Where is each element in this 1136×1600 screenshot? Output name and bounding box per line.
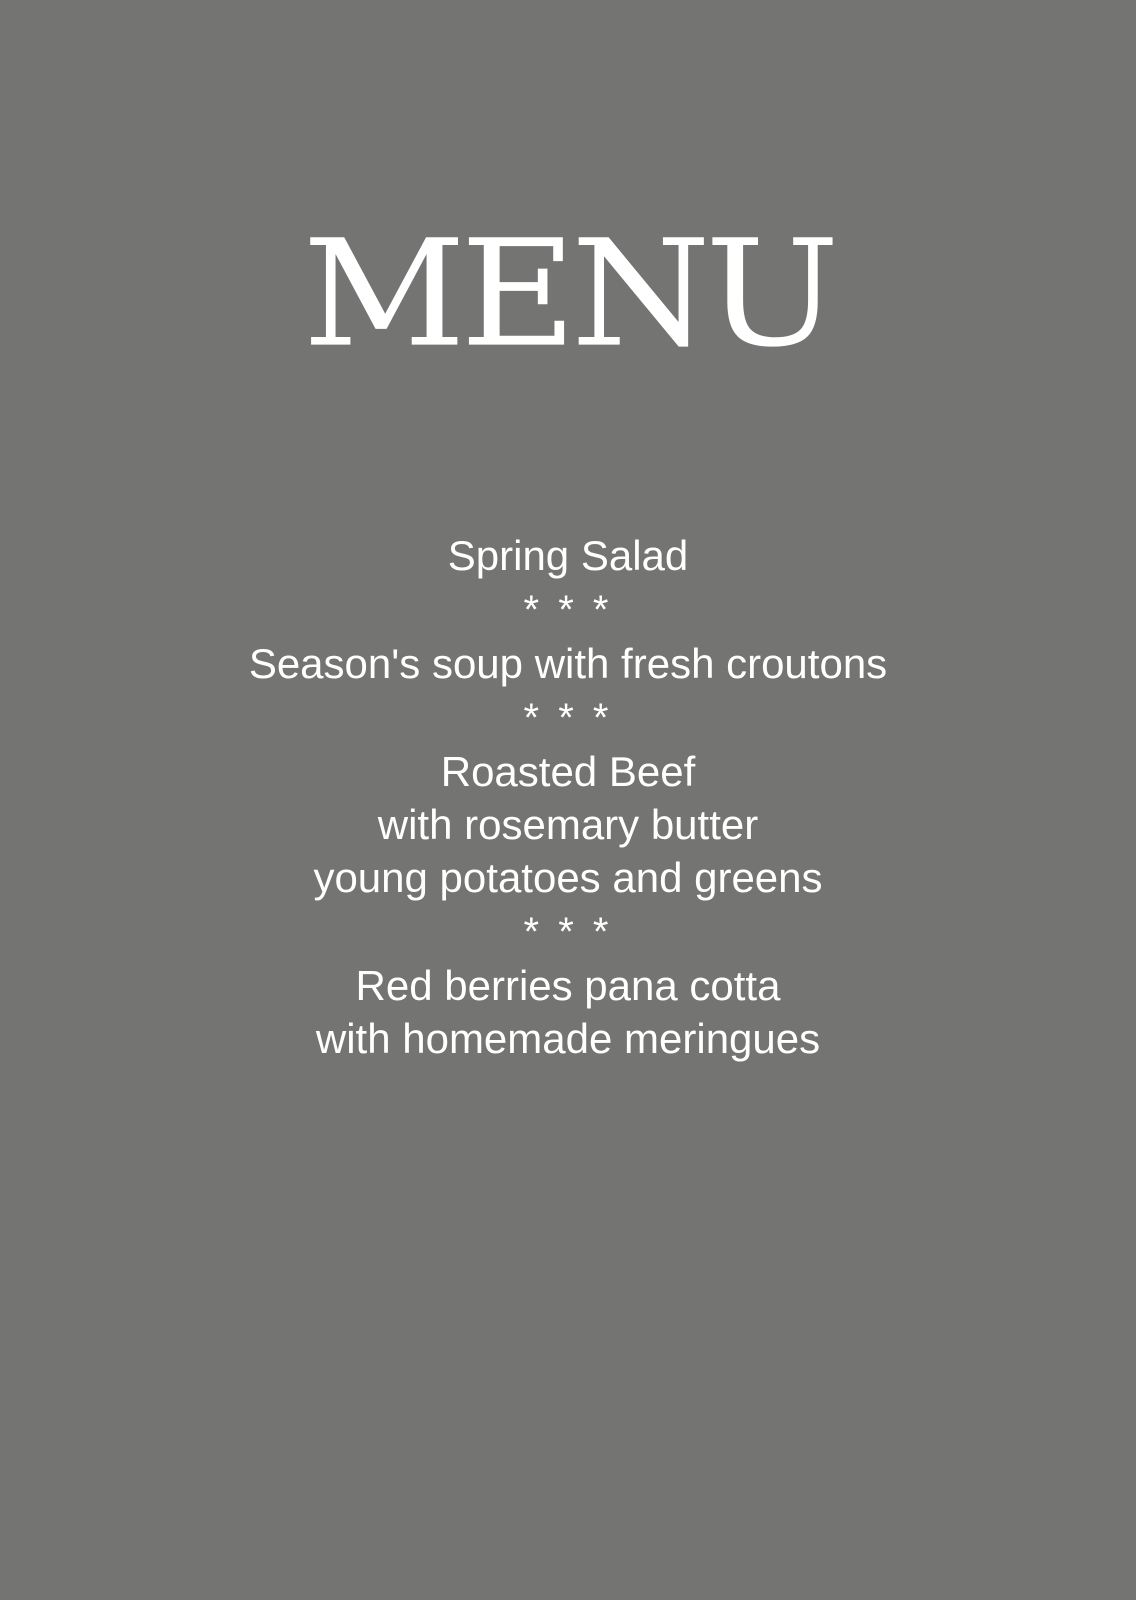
menu-title: MENU: [302, 207, 834, 380]
dessert-course-title: Red berries pana cotta: [355, 962, 781, 1009]
course-separator: * * *: [523, 910, 613, 954]
soup-course: Season's soup with fresh croutons: [248, 640, 888, 687]
menu-courses: [0, 529, 1136, 1065]
dessert-course-detail: with homemade meringues: [315, 1015, 821, 1062]
course-separator: * * *: [523, 696, 613, 740]
course-separator: * * *: [523, 588, 613, 632]
main-course-detail: with rosemary butter: [377, 801, 759, 848]
main-course-title: Roasted Beef: [440, 748, 696, 795]
main-course-sides: young potatoes and greens: [313, 854, 823, 901]
starter-course: Spring Salad: [447, 532, 689, 579]
